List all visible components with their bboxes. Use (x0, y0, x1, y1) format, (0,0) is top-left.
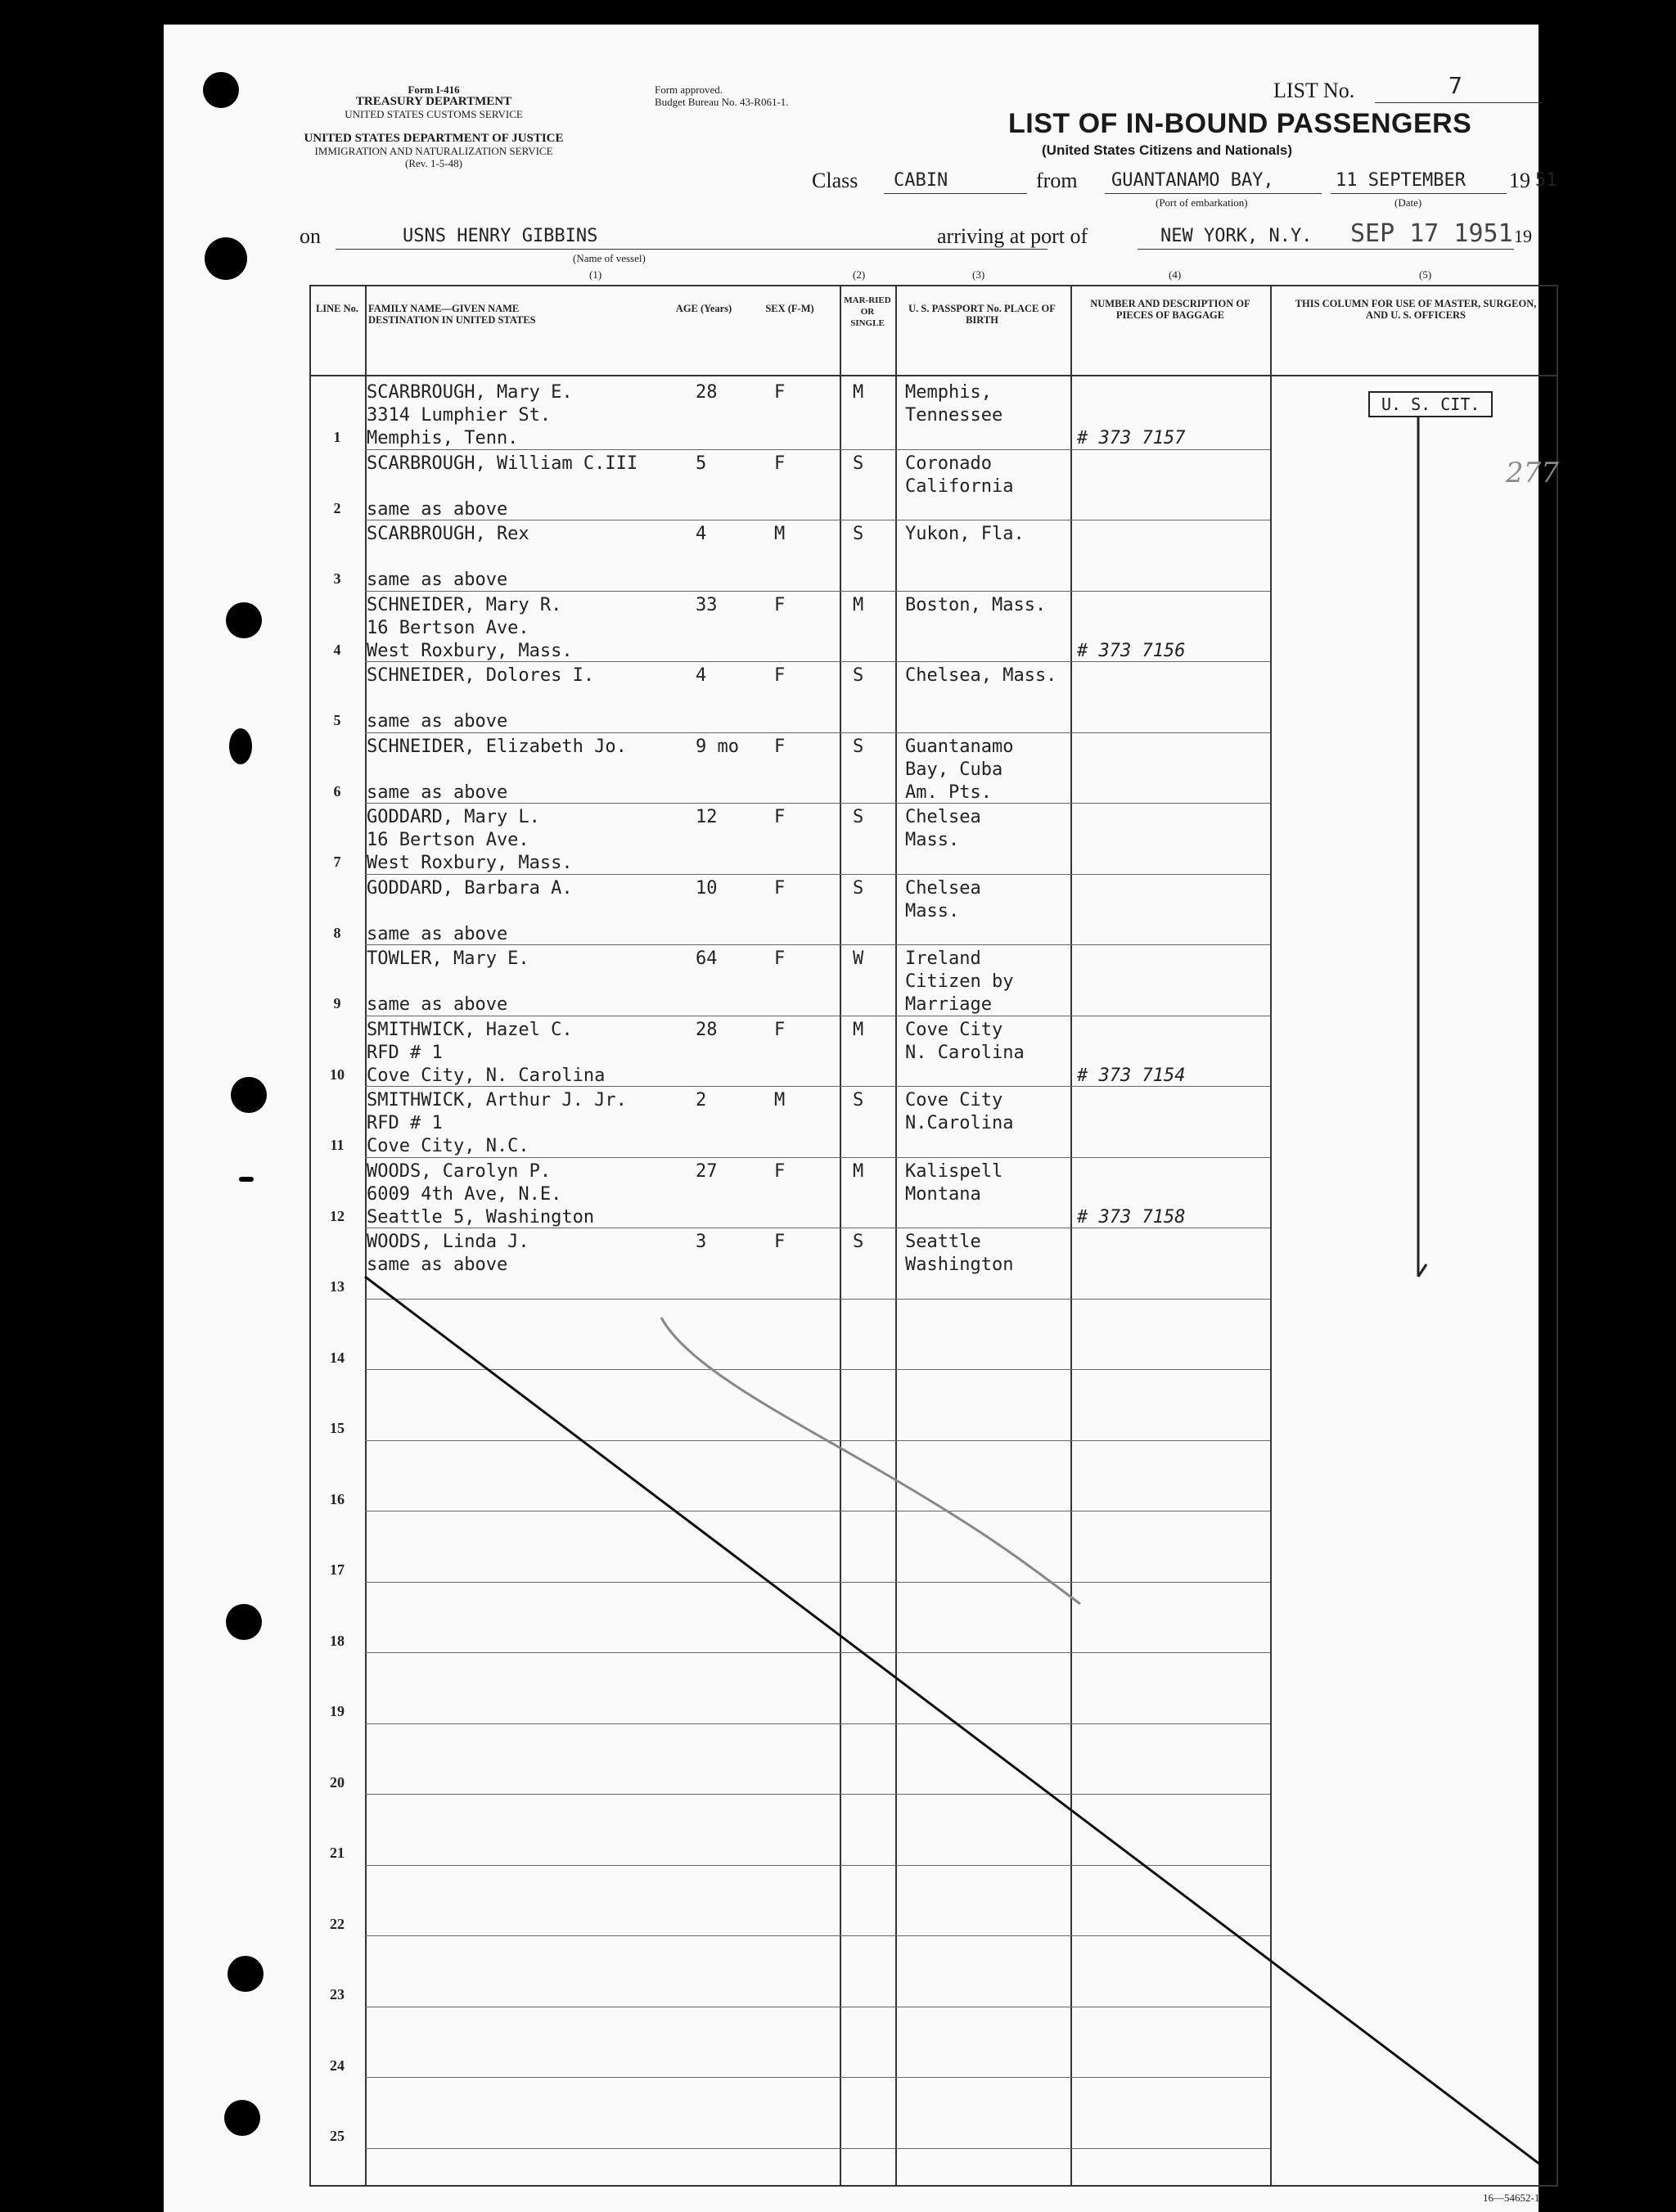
class-value: CABIN (894, 170, 948, 191)
binder-hole (226, 1604, 262, 1640)
passenger-ms: S (853, 1090, 864, 1111)
passenger-address-line: same as above (367, 782, 508, 803)
budget-label: Budget Bureau No. 43-R061-1. (655, 96, 789, 108)
line-number: 25 (330, 2128, 345, 2144)
passenger-name: SCARBROUGH, William C.III (367, 453, 638, 474)
header-age: AGE (Years) (675, 303, 732, 314)
passenger-birthplace: Am. Pts. (905, 782, 992, 803)
binder-hole (226, 602, 262, 638)
passenger-birthplace: Memphis, (905, 382, 992, 403)
header-officers: THIS COLUMN FOR USE OF MASTER, SURGEON, AND U. S. OFFICERS (1295, 298, 1537, 321)
line-number: 22 (330, 1915, 345, 1932)
line-number: 6 (333, 782, 341, 800)
passenger-birthplace: Bay, Cuba (905, 759, 1003, 780)
passenger-sex: F (774, 1019, 786, 1040)
passenger-name: SMITHWICK, Arthur J. Jr. (367, 1090, 627, 1111)
passenger-birthplace: Kalispell (905, 1160, 1003, 1182)
passenger-age: 2 (696, 1090, 707, 1111)
passenger-birthplace: Chelsea (905, 877, 981, 899)
page-title: LIST OF IN-BOUND PASSENGERS (1008, 108, 1472, 139)
passenger-age: 4 (696, 524, 707, 544)
justice-label: UNITED STATES DEPARTMENT OF JUSTICE (304, 132, 564, 145)
passenger-ms: S (853, 807, 864, 827)
page-subtitle: (United States Citizens and Nationals) (1042, 142, 1293, 158)
passenger-address-line: 6009 4th Ave, N.E. (367, 1183, 562, 1205)
passenger-address-line: Seattle 5, Washington (367, 1206, 595, 1228)
passenger-birthplace: Chelsea, Mass. (905, 665, 1057, 686)
binder-hole (205, 237, 247, 280)
line-number: 12 (330, 1207, 345, 1224)
line-number: 17 (330, 1561, 345, 1578)
passenger-address-line: RFD # 1 (367, 1113, 443, 1133)
passenger-baggage: # 373 7154 (1077, 1065, 1186, 1086)
passenger-birthplace: N. Carolina (905, 1042, 1025, 1063)
passenger-age: 64 (696, 948, 718, 969)
passenger-address-line: same as above (367, 570, 508, 590)
from-value: GUANTANAMO BAY, (1111, 170, 1274, 191)
line-number: 23 (330, 1986, 345, 2003)
passenger-address-line: same as above (367, 711, 508, 732)
passenger-age: 4 (696, 665, 707, 686)
cancel-diagonal-line (365, 1277, 1539, 2177)
list-number-label: LIST No. (1273, 79, 1355, 102)
passenger-birthplace: Citizen by (905, 971, 1014, 992)
col-number-1: (1) (589, 268, 602, 281)
line-number: 13 (330, 1278, 345, 1295)
passenger-birthplace: Yukon, Fla. (905, 524, 1025, 544)
line-number: 18 (330, 1632, 345, 1649)
line-number: 8 (333, 924, 341, 941)
passenger-sex: F (774, 1232, 786, 1252)
passenger-address-line: 16 Bertson Ave. (367, 617, 529, 638)
passenger-birthplace: Cove City (905, 1090, 1003, 1111)
passenger-birthplace: Cove City (905, 1019, 1003, 1040)
passenger-ms: S (853, 524, 864, 544)
line-number: 4 (333, 641, 341, 658)
footer-code: 16—54652-1 (1483, 2192, 1540, 2204)
line-number: 11 (330, 1137, 345, 1153)
vessel-caption: (Name of vessel) (573, 252, 646, 264)
passenger-name: SMITHWICK, Hazel C. (367, 1019, 573, 1040)
header-baggage: NUMBER AND DESCRIPTION OF PIECES OF BAGGAGE (1090, 298, 1250, 321)
passenger-name: SCARBROUGH, Mary E. (367, 382, 573, 403)
passenger-baggage: # 373 7156 (1077, 640, 1186, 661)
line-number: 19 (330, 1703, 345, 1719)
passenger-birthplace: Mass. (905, 830, 960, 850)
line-number: 21 (330, 1845, 345, 1861)
passenger-age: 9 mo (696, 736, 739, 757)
line-number: 5 (333, 712, 341, 728)
line-number: 15 (330, 1420, 345, 1436)
passenger-ms: S (853, 665, 864, 686)
header-passport: U. S. PASSPORT No. PLACE OF BIRTH (908, 303, 1056, 326)
passenger-birthplace: Ireland (905, 948, 981, 969)
customs-label: UNITED STATES CUSTOMS SERVICE (345, 108, 523, 120)
col-number-4: (4) (1169, 268, 1182, 281)
passenger-baggage: # 373 7157 (1077, 428, 1186, 448)
passenger-sex: M (774, 524, 786, 544)
passenger-sex: F (774, 877, 786, 899)
class-label: Class (812, 169, 858, 192)
year-prefix: 19 (1509, 169, 1530, 192)
passenger-birthplace: Boston, Mass. (905, 594, 1047, 615)
passenger-birthplace: Washington (905, 1255, 1014, 1275)
passenger-address-line: same as above (367, 923, 508, 944)
passenger-sex: F (774, 1160, 786, 1182)
passenger-age: 10 (696, 877, 718, 899)
passenger-name: GODDARD, Barbara A. (367, 877, 573, 899)
port-caption: (Port of embarkation) (1156, 196, 1248, 209)
line-number: 20 (330, 1773, 345, 1791)
passenger-address-line: same as above (367, 1255, 508, 1275)
treasury-label: TREASURY DEPARTMENT (355, 95, 512, 108)
passenger-address-line: West Roxbury, Mass. (367, 853, 573, 873)
line-number: 14 (330, 1349, 345, 1366)
passenger-birthplace: Marriage (905, 994, 992, 1015)
line-number: 7 (333, 854, 341, 870)
passenger-address-line: Cove City, N. Carolina (367, 1065, 606, 1086)
passenger-name: SCARBROUGH, Rex (367, 524, 529, 544)
passenger-address-line: West Roxbury, Mass. (367, 640, 573, 661)
binder-hole (203, 72, 239, 108)
passenger-ms: S (853, 736, 864, 757)
binder-hole (231, 1077, 267, 1113)
list-number: 7 (1448, 72, 1462, 99)
header-sex: SEX (F-M) (765, 303, 814, 314)
header-name: FAMILY NAME—GIVEN NAME DESTINATION IN UNITED STATES (368, 303, 536, 326)
passenger-age: 12 (696, 807, 718, 827)
from-label: from (1036, 169, 1078, 192)
passenger-sex: F (774, 736, 786, 757)
passenger-name: SCHNEIDER, Mary R. (367, 594, 562, 615)
arrival-port: NEW YORK, N.Y. (1160, 226, 1313, 246)
header-married: MAR-RIED OR SINGLE (844, 295, 891, 328)
year-suffix: 51 (1535, 170, 1557, 191)
passenger-address-line: same as above (367, 994, 508, 1015)
line-number: 16 (330, 1490, 345, 1507)
vessel-name: USNS HENRY GIBBINS (403, 226, 598, 246)
passenger-address-line: Cove City, N.C. (367, 1136, 529, 1156)
line-number: 3 (333, 570, 341, 587)
approved-label: Form approved. (655, 83, 723, 96)
passenger-baggage: # 373 7158 (1077, 1206, 1186, 1228)
passenger-address-line: Memphis, Tenn. (367, 428, 519, 448)
date-value: 11 SEPTEMBER (1336, 170, 1466, 191)
date-caption: (Date) (1394, 196, 1422, 209)
passenger-age: 3 (696, 1232, 707, 1252)
us-citizen-stamp: U. S. CIT. (1368, 391, 1493, 417)
passenger-birthplace: Guantanamo (905, 736, 1014, 757)
form-page (164, 25, 1559, 2212)
passenger-sex: F (774, 948, 786, 969)
passenger-age: 28 (696, 382, 718, 403)
header-line-no: LINE No. (315, 303, 359, 314)
passenger-sex: F (774, 453, 786, 474)
binder-hole (224, 2100, 260, 2136)
passenger-name: GODDARD, Mary L. (367, 807, 540, 827)
passenger-birthplace: California (905, 475, 1014, 497)
passenger-ms: M (853, 1019, 864, 1040)
passenger-name: SCHNEIDER, Elizabeth Jo. (367, 736, 627, 757)
passenger-ms: S (853, 877, 864, 899)
passenger-ms: S (853, 453, 864, 474)
passenger-address-line: 3314 Lumphier St. (367, 405, 552, 426)
passenger-name: SCHNEIDER, Dolores I. (367, 665, 595, 686)
col-number-5: (5) (1419, 268, 1432, 281)
passenger-sex: F (774, 807, 786, 827)
ins-label: IMMIGRATION AND NATURALIZATION SERVICE (314, 145, 553, 157)
passenger-ms: S (853, 1232, 864, 1252)
arrival-year-prefix: 19 (1514, 226, 1532, 246)
pencil-file-number: 277 (1506, 457, 1559, 489)
officer-bracket-line (164, 25, 1539, 2212)
passenger-address-line: 16 Bertson Ave. (367, 830, 529, 850)
col-number-3: (3) (972, 268, 985, 281)
passenger-sex: F (774, 665, 786, 686)
line-number: 10 (330, 1065, 345, 1083)
passenger-name: WOODS, Linda J. (367, 1232, 529, 1252)
passenger-birthplace: Montana (905, 1183, 981, 1205)
passenger-address-line: same as above (367, 498, 508, 520)
passenger-ms: M (853, 382, 864, 403)
passenger-age: 5 (696, 453, 707, 474)
passenger-birthplace: Tennessee (905, 405, 1003, 426)
line-number: 9 (333, 995, 341, 1011)
passenger-birthplace: N.Carolina (905, 1113, 1014, 1133)
passenger-ms: M (853, 1160, 864, 1182)
passenger-age: 27 (696, 1160, 718, 1182)
passenger-ms: W (853, 948, 864, 969)
passenger-ms: M (853, 594, 864, 615)
revision-label: (Rev. 1-5-48) (405, 157, 462, 169)
line-number: 1 (333, 429, 341, 445)
passenger-sex: F (774, 382, 786, 403)
arrival-date-stamp: SEP 17 1951 (1350, 219, 1513, 248)
passenger-name: TOWLER, Mary E. (367, 948, 529, 969)
passenger-age: 28 (696, 1019, 718, 1040)
passenger-age: 33 (696, 594, 718, 615)
line-number: 24 (330, 2057, 345, 2074)
line-number: 2 (333, 499, 341, 516)
on-label: on (300, 224, 321, 248)
passenger-birthplace: Mass. (905, 900, 960, 921)
binder-hole (239, 1177, 254, 1182)
binder-hole (228, 1956, 264, 1992)
passenger-sex: F (774, 594, 786, 615)
binder-hole (229, 728, 252, 764)
passenger-sex: M (774, 1090, 786, 1111)
passenger-birthplace: Coronado (905, 453, 992, 474)
form-number: Form I-416 (408, 83, 460, 96)
col-number-2: (2) (853, 268, 866, 281)
passenger-name: WOODS, Carolyn P. (367, 1160, 552, 1182)
passenger-birthplace: Seattle (905, 1232, 981, 1252)
passenger-birthplace: Chelsea (905, 807, 981, 827)
arriving-label: arriving at port of (937, 224, 1088, 248)
passenger-address-line: RFD # 1 (367, 1042, 443, 1063)
